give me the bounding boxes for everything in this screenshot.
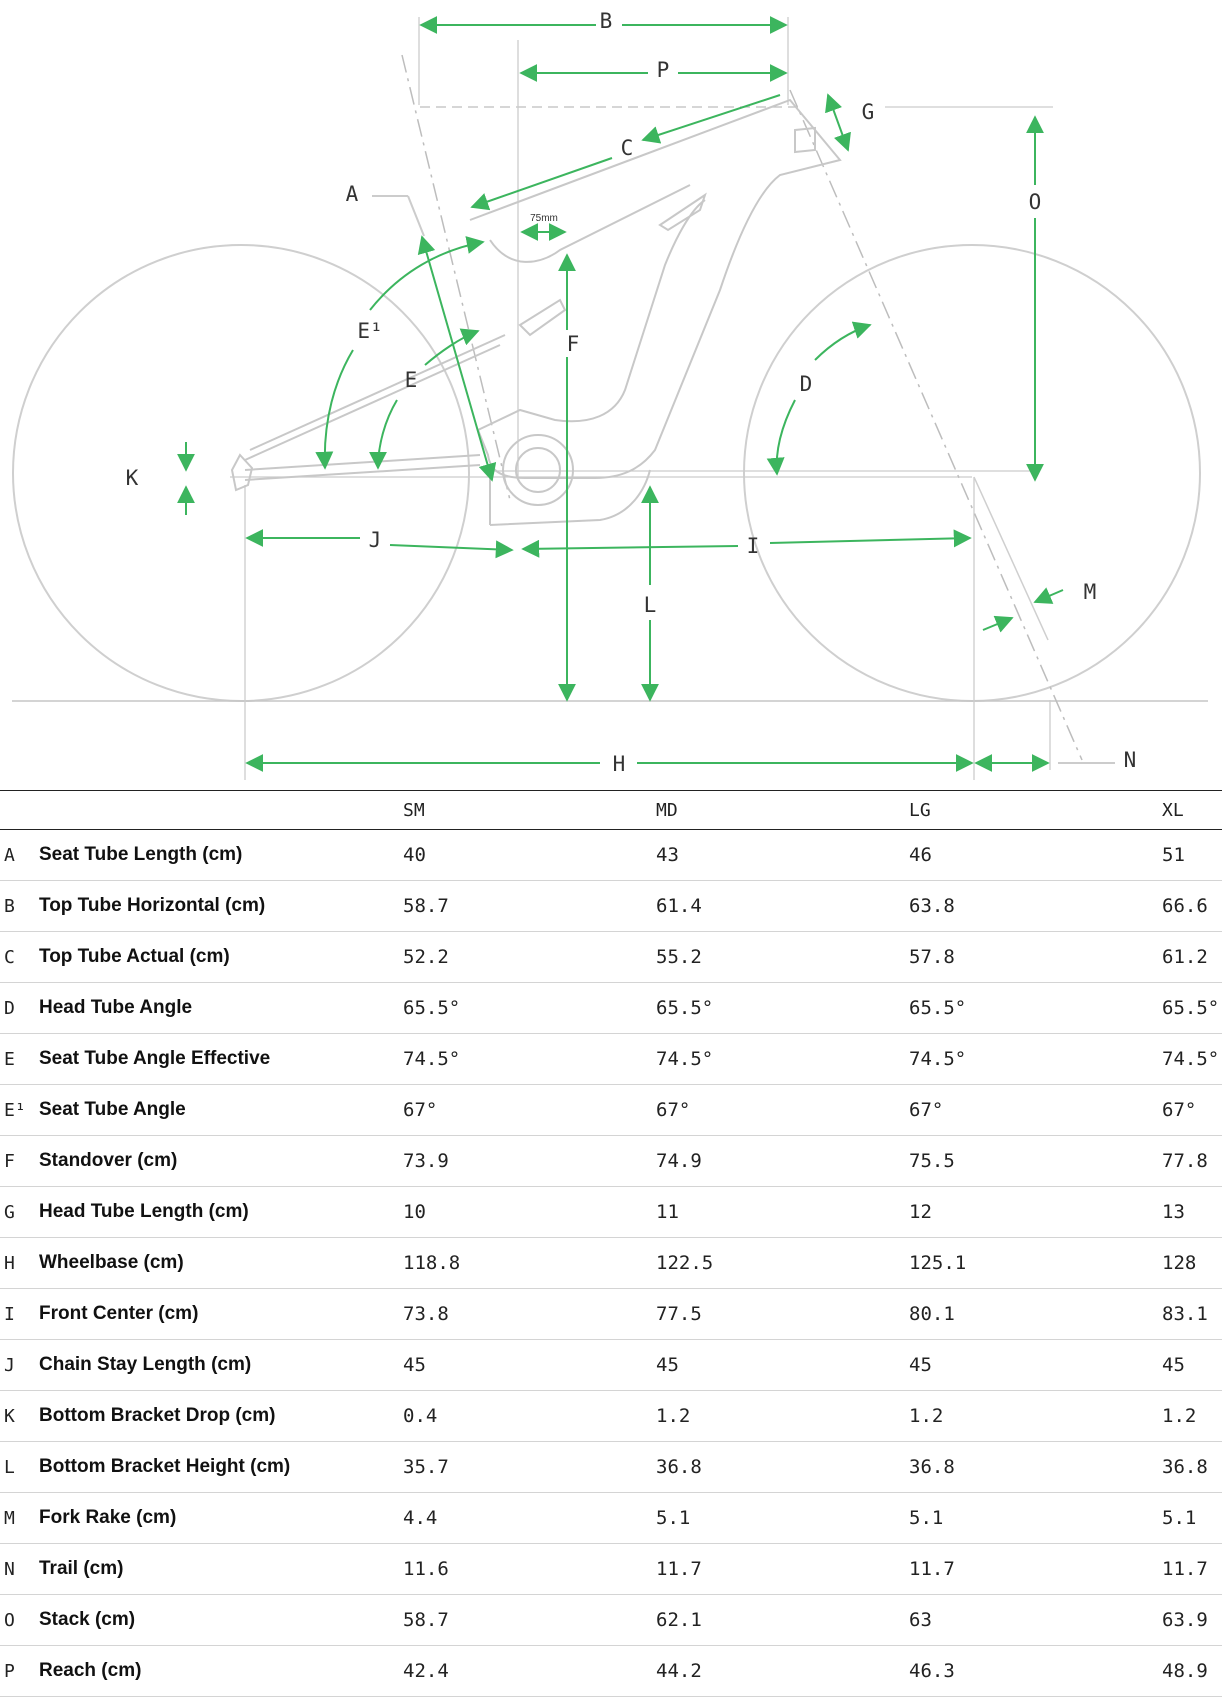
row-value-md: 122.5: [656, 1252, 714, 1274]
row-measurement-name: Head Tube Angle: [39, 997, 193, 1018]
row-measurement-name: Seat Tube Length (cm): [39, 844, 243, 865]
row-measurement-name: Trail (cm): [39, 1558, 124, 1579]
table-header-row: [0, 791, 1222, 830]
row-value-md: 65.5°: [656, 997, 714, 1019]
row-value-xl: 13: [1162, 1201, 1185, 1223]
row-letter: E¹: [4, 1099, 26, 1121]
rear-wheel: [13, 245, 469, 701]
row-value-sm: 58.7: [403, 1609, 449, 1631]
header-size-lg: LG: [909, 799, 931, 821]
row-value-md: 11.7: [656, 1558, 702, 1580]
label-K: K: [125, 466, 139, 490]
row-letter: L: [4, 1456, 15, 1478]
table-row: [0, 1238, 1222, 1289]
row-measurement-name: Reach (cm): [39, 1660, 142, 1681]
row-value-sm: 0.4: [403, 1405, 438, 1427]
row-value-xl: 67°: [1162, 1099, 1197, 1121]
row-measurement-name: Bottom Bracket Height (cm): [39, 1456, 291, 1477]
row-measurement-name: Head Tube Length (cm): [39, 1201, 249, 1222]
row-value-lg: 75.5: [909, 1150, 955, 1172]
row-value-sm: 4.4: [403, 1507, 438, 1529]
front-wheel: [744, 245, 1200, 701]
row-value-lg: 36.8: [909, 1456, 955, 1478]
row-value-xl: 1.2: [1162, 1405, 1197, 1427]
label-C: C: [620, 136, 634, 160]
row-measurement-name: Seat Tube Angle: [39, 1099, 186, 1120]
label-N: N: [1123, 748, 1137, 772]
header-letter: [0, 791, 39, 830]
label-G: G: [861, 100, 875, 124]
row-value-sm: 73.8: [403, 1303, 449, 1325]
row-value-xl: 83.1: [1162, 1303, 1208, 1325]
row-letter: D: [4, 997, 15, 1019]
row-measurement-name: Chain Stay Length (cm): [39, 1354, 252, 1375]
row-value-md: 43: [656, 844, 679, 866]
row-value-lg: 63: [909, 1609, 932, 1631]
row-value-lg: 45: [909, 1354, 932, 1376]
table-row: [0, 1187, 1222, 1238]
table-body: [0, 830, 1222, 1697]
row-value-md: 74.5°: [656, 1048, 714, 1070]
row-value-lg: 125.1: [909, 1252, 967, 1274]
table-row: [0, 1136, 1222, 1187]
row-letter: F: [4, 1150, 15, 1172]
row-letter: N: [4, 1558, 15, 1580]
row-value-md: 11: [656, 1201, 679, 1223]
table-row: [0, 830, 1222, 881]
geometry-diagram: [0, 0, 1222, 790]
table-row: [0, 1391, 1222, 1442]
row-value-sm: 42.4: [403, 1660, 449, 1682]
row-value-lg: 63.8: [909, 895, 955, 917]
table-row: [0, 983, 1222, 1034]
row-value-md: 5.1: [656, 1507, 691, 1529]
row-value-md: 45: [656, 1354, 679, 1376]
row-value-xl: 36.8: [1162, 1456, 1208, 1478]
label-L: L: [643, 593, 657, 617]
table-row: [0, 1289, 1222, 1340]
label-P: P: [656, 58, 670, 82]
row-measurement-name: Stack (cm): [39, 1609, 136, 1630]
label-I: I: [746, 534, 760, 558]
label-E1: E¹: [357, 319, 383, 343]
row-value-lg: 11.7: [909, 1558, 955, 1580]
row-letter: J: [4, 1354, 15, 1376]
table-row: [0, 1085, 1222, 1136]
row-letter: C: [4, 946, 15, 968]
row-value-xl: 74.5°: [1162, 1048, 1220, 1070]
bike-geometry-svg: [0, 0, 1222, 790]
table-row: [0, 1646, 1222, 1697]
row-value-lg: 46: [909, 844, 932, 866]
row-value-lg: 80.1: [909, 1303, 955, 1325]
row-measurement-name: Standover (cm): [39, 1150, 178, 1171]
row-measurement-name: Front Center (cm): [39, 1303, 199, 1324]
label-H: H: [612, 752, 626, 776]
row-letter: K: [4, 1405, 15, 1427]
label-A: A: [345, 182, 359, 206]
row-value-xl: 63.9: [1162, 1609, 1208, 1631]
table-row: [0, 1442, 1222, 1493]
dimension-arrows: [186, 25, 1115, 763]
table-row: [0, 1034, 1222, 1085]
header-size-md: MD: [656, 799, 678, 821]
table-row: [0, 881, 1222, 932]
row-letter: M: [4, 1507, 15, 1529]
header-name: [39, 791, 403, 830]
table-row: [0, 1340, 1222, 1391]
row-value-xl: 77.8: [1162, 1150, 1208, 1172]
row-value-lg: 74.5°: [909, 1048, 967, 1070]
row-value-md: 67°: [656, 1099, 691, 1121]
row-value-md: 1.2: [656, 1405, 691, 1427]
row-value-md: 62.1: [656, 1609, 702, 1631]
fork-offset-line: [974, 477, 1048, 640]
table-row: [0, 1493, 1222, 1544]
row-value-md: 74.9: [656, 1150, 702, 1172]
label-F: F: [566, 332, 580, 356]
row-value-md: 77.5: [656, 1303, 702, 1325]
row-value-xl: 128: [1162, 1252, 1197, 1274]
row-value-md: 61.4: [656, 895, 702, 917]
row-value-md: 36.8: [656, 1456, 702, 1478]
row-value-xl: 45: [1162, 1354, 1185, 1376]
row-letter: A: [4, 844, 15, 866]
row-value-sm: 40: [403, 844, 426, 866]
row-value-xl: 11.7: [1162, 1558, 1208, 1580]
seat-tube-axis: [402, 55, 510, 500]
row-measurement-name: Bottom Bracket Drop (cm): [39, 1405, 276, 1426]
label-B: B: [599, 9, 613, 33]
row-letter: E: [4, 1048, 15, 1070]
row-value-xl: 66.6: [1162, 895, 1208, 917]
row-letter: P: [4, 1660, 15, 1682]
row-value-sm: 11.6: [403, 1558, 449, 1580]
row-value-xl: 65.5°: [1162, 997, 1220, 1019]
row-value-sm: 74.5°: [403, 1048, 461, 1070]
geometry-table: [0, 790, 1222, 1697]
row-letter: H: [4, 1252, 15, 1274]
row-value-xl: 48.9: [1162, 1660, 1208, 1682]
row-value-lg: 67°: [909, 1099, 944, 1121]
bike-frame: [232, 100, 840, 525]
row-value-xl: 61.2: [1162, 946, 1208, 968]
row-value-sm: 52.2: [403, 946, 449, 968]
row-value-lg: 57.8: [909, 946, 955, 968]
row-measurement-name: Top Tube Actual (cm): [39, 946, 230, 967]
row-value-sm: 45: [403, 1354, 426, 1376]
dimension-labels: [126, 9, 1137, 776]
row-measurement-name: Seat Tube Angle Effective: [39, 1048, 271, 1069]
row-value-sm: 10: [403, 1201, 426, 1223]
row-value-lg: 65.5°: [909, 997, 967, 1019]
row-value-xl: 51: [1162, 844, 1185, 866]
row-letter: G: [4, 1201, 15, 1223]
row-value-lg: 12: [909, 1201, 932, 1223]
row-measurement-name: Wheelbase (cm): [39, 1252, 184, 1273]
row-value-sm: 118.8: [403, 1252, 461, 1274]
label-E: E: [404, 368, 418, 392]
row-value-lg: 5.1: [909, 1507, 944, 1529]
label-75mm: 75mm: [530, 213, 558, 224]
row-value-lg: 46.3: [909, 1660, 955, 1682]
label-O: O: [1028, 190, 1042, 214]
row-value-sm: 58.7: [403, 895, 449, 917]
row-value-xl: 5.1: [1162, 1507, 1197, 1529]
label-J: J: [368, 528, 382, 552]
row-value-sm: 35.7: [403, 1456, 449, 1478]
row-value-sm: 67°: [403, 1099, 438, 1121]
label-M: M: [1083, 580, 1097, 604]
row-measurement-name: Fork Rake (cm): [39, 1507, 177, 1528]
row-measurement-name: Top Tube Horizontal (cm): [39, 895, 266, 916]
row-letter: I: [4, 1303, 15, 1325]
row-value-lg: 1.2: [909, 1405, 944, 1427]
table-row: [0, 932, 1222, 983]
row-value-sm: 73.9: [403, 1150, 449, 1172]
header-size-xl: XL: [1162, 799, 1184, 821]
row-letter: O: [4, 1609, 15, 1631]
table-row: [0, 1544, 1222, 1595]
label-D: D: [799, 372, 813, 396]
row-letter: B: [4, 895, 15, 917]
header-size-sm: SM: [403, 799, 425, 821]
row-value-md: 44.2: [656, 1660, 702, 1682]
table-row: [0, 1595, 1222, 1646]
row-value-md: 55.2: [656, 946, 702, 968]
row-value-sm: 65.5°: [403, 997, 461, 1019]
